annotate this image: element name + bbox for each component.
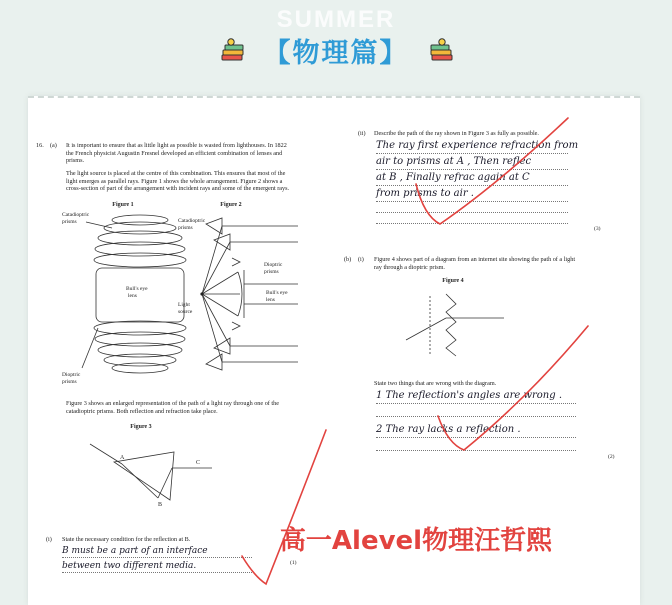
question-intro: It is important to ensure that as little light as possible is wasted from lighthouses. In 1822 the French physicist Augustin Fresnel developed an efficient combination of lenses and prisms. [66, 142, 287, 165]
book-stack-icon [427, 36, 455, 64]
svg-text:source: source [178, 309, 193, 315]
svg-text:lens: lens [266, 297, 275, 303]
question-ii-number: (ii) [358, 130, 366, 137]
marks-ii: (3) [594, 226, 601, 232]
svg-text:prisms: prisms [62, 219, 77, 225]
figure-2-title: Figure 2 [220, 202, 242, 208]
svg-text:lens: lens [128, 293, 137, 299]
background-watermark-word: SUMMER [276, 6, 396, 33]
svg-text:Dioptric: Dioptric [62, 372, 81, 378]
state-two-things: State two things that are wrong with the diagram. [374, 380, 497, 387]
question-i-text: State the necessary condition for the reflection at B. [62, 536, 191, 543]
svg-text:Bull's eye: Bull's eye [126, 286, 148, 292]
question-b-number: (b) [344, 256, 352, 263]
banner-title: 【物理篇】 [263, 37, 409, 69]
figure-4-title: Figure 4 [442, 278, 464, 284]
handwritten-answer-ii-line-3: at B , Finally refrac again at C [376, 172, 530, 183]
question-b-sub: (i) [358, 256, 364, 263]
svg-text:C: C [196, 460, 201, 466]
figure-3-title: Figure 3 [130, 424, 152, 430]
book-stack-icon [218, 36, 246, 64]
svg-text:Bull's eye: Bull's eye [266, 290, 288, 296]
handwritten-answer-i-line-2: between two different media. [62, 561, 197, 571]
svg-text:Light: Light [178, 302, 190, 308]
svg-text:prisms: prisms [178, 225, 193, 231]
question-b-text: Figure 4 shows part of a diagram from an internet site showing the path of a light ray through a dioptric prism. [374, 256, 576, 271]
question-intro-2: The light source is placed at the centre of this combination. This ensures that most of the light emerges as parallel rays. Figure 1 shows the whole arrangement. Figure 2 shows a cross-section of part of the arrangement with incident rays and some of the emergent rays. [66, 170, 290, 193]
svg-text:prisms: prisms [62, 379, 77, 385]
handwritten-answer-ii-line-4: from prisms to air . [376, 188, 474, 199]
svg-text:Dioptric: Dioptric [264, 262, 283, 268]
handwritten-answer-b-line-1: 1 The reflection's angles are wrong . [376, 390, 563, 401]
handwritten-answer-ii-line-2: air to prisms at A , Then reflec [376, 156, 532, 167]
banner [0, 30, 672, 70]
figure-1-title: Figure 1 [112, 202, 134, 208]
handwritten-answer-i-line-1: B must be a part of an interface [62, 546, 208, 556]
svg-text:A: A [120, 455, 125, 461]
figure-3-description: Figure 3 shows an enlarged representation of the path of a light ray through one of the catadioptric prisms. Both reflection and refraction take place. [66, 400, 279, 415]
handwritten-answer-ii-line-1: The ray first experience refraction from [376, 140, 579, 151]
svg-text:B: B [158, 502, 163, 508]
svg-text:Catadioptric: Catadioptric [178, 218, 206, 224]
svg-text:prisms: prisms [264, 269, 279, 275]
question-i-number: (i) [46, 536, 52, 543]
handwritten-answer-b-line-2: 2 The ray lacks a reflection . [376, 424, 521, 435]
overlay-caption: 高一Alevel物理汪哲熙 [279, 526, 553, 556]
marks-b: (2) [608, 454, 615, 460]
question-part: (a) [50, 142, 57, 149]
svg-text:Catadioptric: Catadioptric [62, 212, 90, 218]
question-number: 16. [36, 142, 44, 149]
marks-i: (1) [290, 560, 297, 566]
question-ii-text: Describe the path of the ray shown in Figure 3 as fully as possible. [374, 130, 539, 137]
